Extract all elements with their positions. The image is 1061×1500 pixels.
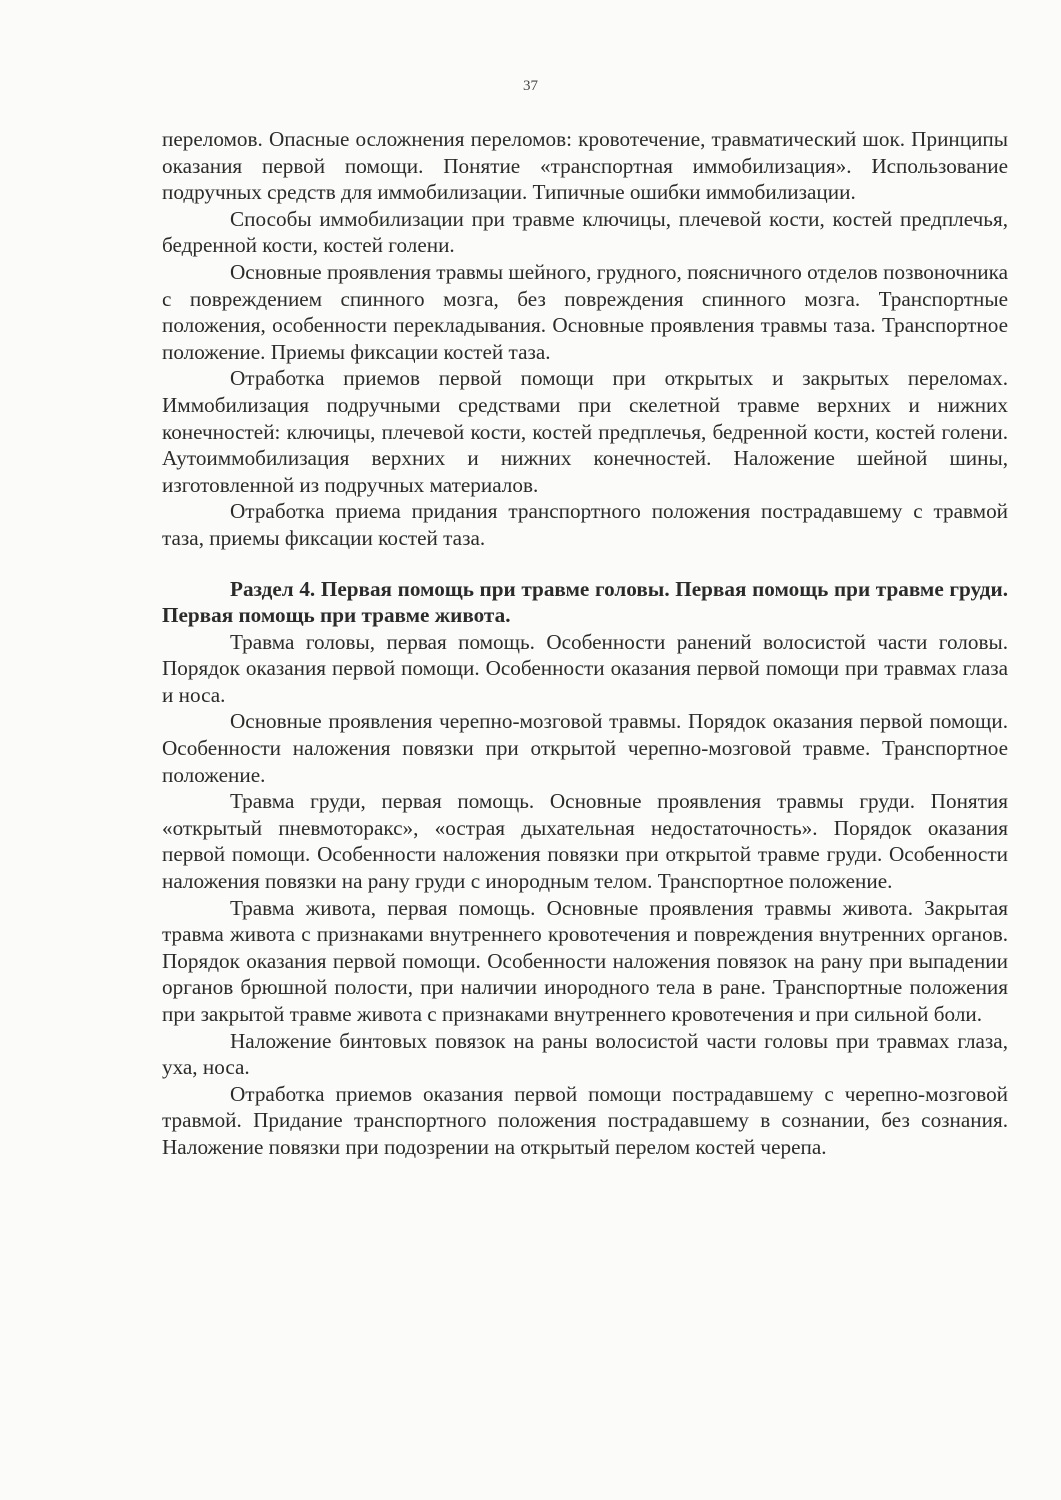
section-heading: Раздел 4. Первая помощь при травме головы. Первая помощь при травме груди. Первая помощь при травме живота. (162, 576, 1008, 628)
paragraph: Основные проявления травмы шейного, грудного, поясничного отделов позвоночника с повреждением спинного мозга, без повреждения спинного мозга. Транспортные положения, особенности перекладывания. Основные проявления травмы таза. Транспортное положение. Приемы фиксации костей таза. (162, 259, 1008, 364)
page-number: 37 (523, 78, 538, 94)
paragraph: Наложение бинтовых повязок на раны волосистой части головы при травмах глаза, уха, носа. (162, 1028, 1008, 1080)
paragraph: Травма головы, первая помощь. Особенности ранений волосистой части головы. Порядок оказания первой помощи. Особенности оказания первой помощи при травмах глаза и носа. (162, 629, 1008, 707)
paragraph-continued: переломов. Опасные осложнения переломов: кровотечение, травматический шок. Принципы оказания первой помощи. Понятие «транспортная иммобилизация». Использование подручных средств для иммобилизации. Типичные ошибки иммобилизации. (162, 127, 1008, 205)
paragraph: Основные проявления черепно-мозговой травмы. Порядок оказания первой помощи. Особенности наложения повязки при открытой черепно-мозговой травме. Транспортное положение. (162, 709, 1008, 787)
paragraph: Травма живота, первая помощь. Основные проявления травмы живота. Закрытая травма живота с признаками внутреннего кровотечения и повреждения внутренних органов. Порядок оказания первой помощи. Особенности наложения повязок на рану при выпадении органов брюшной полости, при наличии инородного тела в ране. Транспортные положения при закрытой травме живота с признаками внутреннего кровотечения и при сильной боли. (162, 895, 1008, 1026)
document-body (162, 126, 1008, 1161)
paragraph: Отработка приемов первой помощи при открытых и закрытых переломах. Иммобилизация подручными средствами при скелетной травме верхних и нижних конечностей: ключицы, плечевой кости, костей предплечья, бедренной кости, костей голени. Аутоиммобилизация верхних и нижних конечностей. Наложение шейной шины, изготовленной из подручных материалов. (162, 366, 1008, 497)
paragraph: Отработка приемов оказания первой помощи пострадавшему с черепно-мозговой травмой. Придание транспортного положения пострадавшему в сознании, без сознания. Наложение повязки при подозрении на открытый перелом костей черепа. (162, 1081, 1008, 1159)
paragraph: Травма груди, первая помощь. Основные проявления травмы груди. Понятия «открытый пневмоторакс», «острая дыхательная недостаточность». Порядок оказания первой помощи. Особенности наложения повязки при открытой травме груди. Особенности наложения повязки на рану груди с инородным телом. Транспортное положение. (162, 789, 1008, 894)
paragraph: Отработка приема придания транспортного положения пострадавшему с травмой таза, приемы фиксации костей таза. (162, 499, 1008, 550)
paragraph: Способы иммобилизации при травме ключицы, плечевой кости, костей предплечья, бедренной кости, костей голени. (162, 206, 1008, 258)
